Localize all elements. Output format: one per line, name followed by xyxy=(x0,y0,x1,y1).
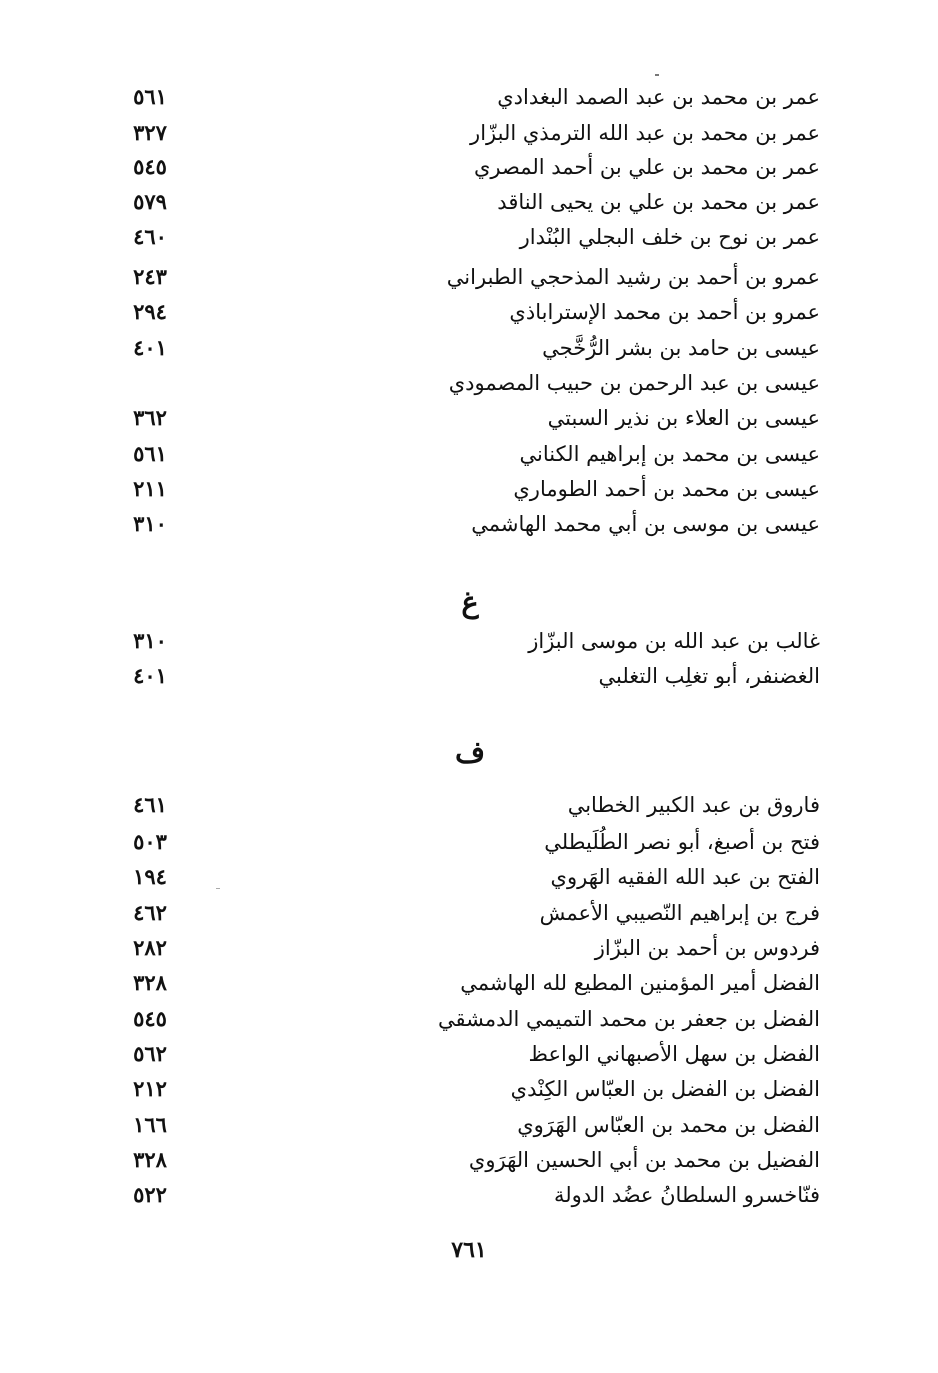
entry-page: ٢٩٤ xyxy=(133,299,167,324)
entry-page: ٤٠١ xyxy=(133,663,167,688)
index-entry xyxy=(110,1037,820,1071)
index-entry xyxy=(110,401,820,435)
entry-name: الفضيل بن محمد بن أبي الحسين الهَرَوي xyxy=(468,1148,820,1172)
entry-name: الفضل بن سهل الأصبهاني الواعظ xyxy=(528,1042,820,1066)
entry-name: الفضل بن الفضل بن العبّاس الكِنْدي xyxy=(510,1077,820,1101)
index-entry xyxy=(110,1002,820,1036)
entry-page: ٥٦٢ xyxy=(133,1041,167,1066)
index-entry xyxy=(110,80,820,114)
entry-name: عيسى بن محمد بن أحمد الطوماري xyxy=(513,477,820,501)
entry-name: غالب بن عبد الله بن موسى البزّاز xyxy=(528,629,820,653)
entry-page: ٥٠٣ xyxy=(133,829,167,854)
index-entry xyxy=(110,366,820,400)
entry-name: عمر بن محمد بن علي بن أحمد المصري xyxy=(473,155,820,179)
entry-name: الفتح بن عبد الله الفقيه الهَروي xyxy=(550,865,820,889)
entry-page: ٤٦٢ xyxy=(133,900,167,925)
index-entry xyxy=(110,185,820,219)
index-entry xyxy=(110,966,820,1000)
index-entry xyxy=(110,507,820,541)
entry-name: عيسى بن محمد بن إبراهيم الكناني xyxy=(519,442,820,466)
index-entry xyxy=(110,825,820,859)
entry-page: ٢١٢ xyxy=(133,1076,167,1101)
entry-page: ٥٢٢ xyxy=(133,1182,167,1207)
page-number: ٧٦١ xyxy=(451,1237,487,1263)
entry-page: ٥٧٩ xyxy=(133,189,167,214)
entry-name: عيسى بن حامد بن بشر الرُّخَّجي xyxy=(542,336,820,360)
entry-page: ٢٨٢ xyxy=(133,935,167,960)
index-entry xyxy=(110,1072,820,1106)
entry-name: عمر بن نوح بن خلف البجلي البُنْدار xyxy=(519,225,820,249)
index-entry xyxy=(110,260,820,294)
entry-name: فنّاخسرو السلطانُ عضُد الدولة xyxy=(553,1183,820,1207)
index-entry xyxy=(110,1143,820,1177)
entry-page: ٥٦١ xyxy=(133,84,167,109)
section-heading: ف xyxy=(454,735,486,769)
entry-name: عمرو بن أحمد بن محمد الإستراباذي xyxy=(509,300,820,324)
index-entry xyxy=(110,220,820,254)
index-entry xyxy=(110,116,820,150)
entry-name: الفضل بن محمد بن العبّاس الهَرَوي xyxy=(517,1113,820,1137)
entry-page: ١٦٦ xyxy=(133,1112,167,1137)
entry-page: ٥٦١ xyxy=(133,441,167,466)
entry-name: فرج بن إبراهيم النّصيبي الأعمش xyxy=(539,901,820,925)
entry-page: ٤٦٠ xyxy=(133,224,167,249)
entry-page: ٤٦١ xyxy=(133,792,167,817)
entry-page: ٣١٠ xyxy=(133,511,167,536)
entry-name: الغضنفر، أبو تغلِب التغلبي xyxy=(598,664,820,688)
entry-name: عمرو بن أحمد بن رشيد المذحجي الطبراني xyxy=(446,265,820,289)
index-entry xyxy=(110,1108,820,1142)
index-entry xyxy=(110,295,820,329)
entry-name: عمر بن محمد بن عبد الله الترمذي البزّار xyxy=(470,121,820,145)
index-entry xyxy=(110,150,820,184)
index-entry xyxy=(110,1178,820,1212)
entry-name: فاروق بن عبد الكبير الخطابي xyxy=(567,793,820,817)
entry-page: ٣٢٧ xyxy=(133,120,167,145)
entry-name: عمر بن محمد بن عبد الصمد البغدادي xyxy=(497,85,820,109)
index-entry xyxy=(110,472,820,506)
entry-page: ٣٢٨ xyxy=(133,970,167,995)
index-entry xyxy=(110,860,820,894)
index-entry xyxy=(110,437,820,471)
index-entry xyxy=(110,788,820,822)
entry-name: الفضل أمير المؤمنين المطيع لله الهاشمي xyxy=(460,971,820,995)
entry-page: ٢٤٣ xyxy=(133,264,167,289)
entry-page: ٣٢٨ xyxy=(133,1147,167,1172)
entry-name: فردوس بن أحمد بن البزّاز xyxy=(594,936,820,960)
entry-page: ٥٤٥ xyxy=(133,1006,167,1031)
entry-name: عمر بن محمد بن علي بن يحيى الناقد xyxy=(497,190,820,214)
index-entry xyxy=(110,896,820,930)
index-entry xyxy=(110,331,820,365)
entry-name: عيسى بن العلاء بن نذير السبتي xyxy=(547,406,820,430)
index-entry xyxy=(110,931,820,965)
entry-page: ٣٦٢ xyxy=(133,405,167,430)
entry-page: ١٩٤ xyxy=(133,864,167,889)
entry-name: الفضل بن جعفر بن محمد التميمي الدمشقي xyxy=(437,1007,820,1031)
entry-page: ٥٤٥ xyxy=(133,154,167,179)
entry-name: فتح بن أصبغ، أبو نصر الطُلَيطلي xyxy=(544,830,820,854)
section-heading: غ xyxy=(461,585,479,619)
entry-name: عيسى بن موسى بن أبي محمد الهاشمي xyxy=(471,512,820,536)
index-entry xyxy=(110,624,820,658)
entry-page: ٣١٠ xyxy=(133,628,167,653)
index-entry xyxy=(110,659,820,693)
entry-page: ٤٠١ xyxy=(133,335,167,360)
entry-name: عيسى بن عبد الرحمن بن حبيب المصمودي xyxy=(448,371,820,395)
scan-mark xyxy=(655,74,659,76)
entry-page: ٢١١ xyxy=(133,476,167,501)
